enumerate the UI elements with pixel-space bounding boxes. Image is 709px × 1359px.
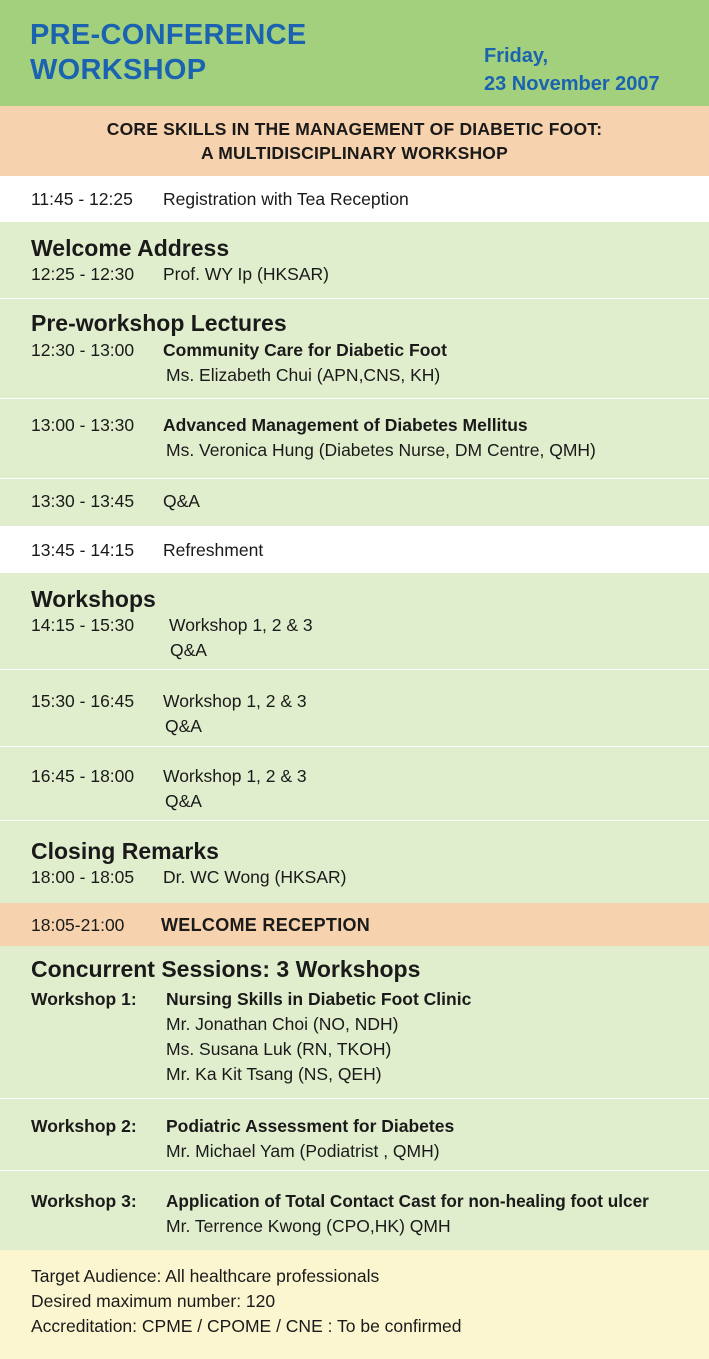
concurrent-workshop-1-speaker: Ms. Susana Luk (RN, TKOH)	[166, 1039, 392, 1059]
concurrent-workshop-1-title: Nursing Skills in Diabetic Foot Clinic	[166, 989, 472, 1009]
target-audience: Target Audience: All healthcare professionals	[31, 1266, 380, 1286]
workshop-slot-3-row	[0, 746, 709, 820]
workshop-slot-1-time: 14:15 - 15:30	[31, 615, 135, 635]
workshop-slot-3-time: 16:45 - 18:00	[31, 766, 135, 786]
lecture-qa-row	[0, 478, 709, 526]
max-number: Desired maximum number: 120	[31, 1291, 276, 1311]
concurrent-workshop-3-row	[0, 1170, 709, 1250]
welcome-heading: Welcome Address	[31, 235, 230, 261]
reception-time: 18:05-21:00	[31, 915, 125, 935]
closing-time: 18:00 - 18:05	[31, 867, 135, 887]
concurrent-workshop-2-label: Workshop 2:	[31, 1116, 137, 1136]
registration-time: 11:45 - 12:25	[31, 189, 133, 209]
workshop-slot-1-qa: Q&A	[170, 640, 207, 660]
date-line-2: 23 November 2007	[484, 73, 660, 95]
workshop-slot-2-time: 15:30 - 16:45	[31, 691, 135, 711]
workshop-slot-2-qa: Q&A	[165, 716, 202, 736]
lecture-2-title: Advanced Management of Diabetes Mellitus	[163, 415, 528, 435]
concurrent-section	[0, 946, 709, 1098]
title-line-2: WORKSHOP	[30, 54, 207, 86]
workshop-slot-2-row	[0, 669, 709, 746]
concurrent-workshop-1-speaker: Mr. Ka Kit Tsang (NS, QEH)	[166, 1064, 382, 1084]
concurrent-workshop-3-title: Application of Total Contact Cast for non-healing foot ulcer	[166, 1191, 649, 1211]
concurrent-workshop-1-speaker: Mr. Jonathan Choi (NO, NDH)	[166, 1014, 399, 1034]
registration-row	[0, 176, 709, 222]
concurrent-workshop-1-label: Workshop 1:	[31, 989, 137, 1009]
lecture-1-title: Community Care for Diabetic Foot	[163, 340, 447, 360]
subtitle-line-2: A MULTIDISCIPLINARY WORKSHOP	[201, 143, 508, 163]
welcome-time: 12:25 - 12:30	[31, 264, 135, 284]
subtitle-line-1: CORE SKILLS IN THE MANAGEMENT OF DIABETIC FOOT:	[106, 119, 603, 139]
concurrent-workshop-3-speaker: Mr. Terrence Kwong (CPO,HK) QMH	[166, 1216, 451, 1236]
closing-heading: Closing Remarks	[31, 838, 219, 864]
workshops-section	[0, 573, 709, 669]
workshop-slot-3-text: Workshop 1, 2 & 3	[163, 766, 307, 786]
lectures-heading: Pre-workshop Lectures	[31, 310, 287, 336]
concurrent-workshop-3-label: Workshop 3:	[31, 1191, 137, 1211]
refreshment-text: Refreshment	[163, 540, 264, 560]
concurrent-workshop-2-speaker: Mr. Michael Yam (Podiatrist , QMH)	[166, 1141, 440, 1161]
info-footer	[0, 1250, 709, 1359]
workshops-heading: Workshops	[31, 586, 156, 612]
closing-speaker: Dr. WC Wong (HKSAR)	[163, 867, 347, 887]
workshop-slot-3-qa: Q&A	[165, 791, 202, 811]
workshop-slot-2-text: Workshop 1, 2 & 3	[163, 691, 307, 711]
lecture-1-speaker: Ms. Elizabeth Chui (APN,CNS, KH)	[166, 365, 441, 385]
lectures-section	[0, 298, 709, 398]
concurrent-workshop-2-title: Podiatric Assessment for Diabetes	[166, 1116, 455, 1136]
reception-row	[0, 903, 709, 946]
lecture-1-time: 12:30 - 13:00	[31, 340, 135, 360]
event-date	[484, 42, 660, 98]
date-line-1: Friday,	[484, 45, 549, 67]
header-banner	[0, 0, 709, 106]
workshop-subtitle	[0, 106, 709, 176]
workshop-slot-1-text: Workshop 1, 2 & 3	[169, 615, 313, 635]
accreditation: Accreditation: CPME / CPOME / CNE : To be confirmed	[31, 1316, 462, 1336]
welcome-section	[0, 222, 709, 298]
refreshment-time: 13:45 - 14:15	[31, 540, 135, 560]
registration-text: Registration with Tea Reception	[163, 189, 409, 209]
welcome-speaker: Prof. WY Ip (HKSAR)	[163, 264, 329, 284]
page-title	[30, 18, 307, 88]
lecture-2-speaker: Ms. Veronica Hung (Diabetes Nurse, DM Centre, QMH)	[166, 440, 596, 460]
lecture-2-row	[0, 398, 709, 478]
reception-text: WELCOME RECEPTION	[161, 915, 371, 935]
refreshment-row	[0, 526, 709, 573]
lecture-qa-text: Q&A	[163, 491, 200, 511]
lecture-qa-time: 13:30 - 13:45	[31, 491, 135, 511]
title-line-1: PRE-CONFERENCE	[30, 19, 307, 51]
concurrent-workshop-2-row	[0, 1098, 709, 1170]
lecture-2-time: 13:00 - 13:30	[31, 415, 135, 435]
closing-section	[0, 820, 709, 903]
concurrent-heading: Concurrent Sessions: 3 Workshops	[31, 956, 421, 982]
